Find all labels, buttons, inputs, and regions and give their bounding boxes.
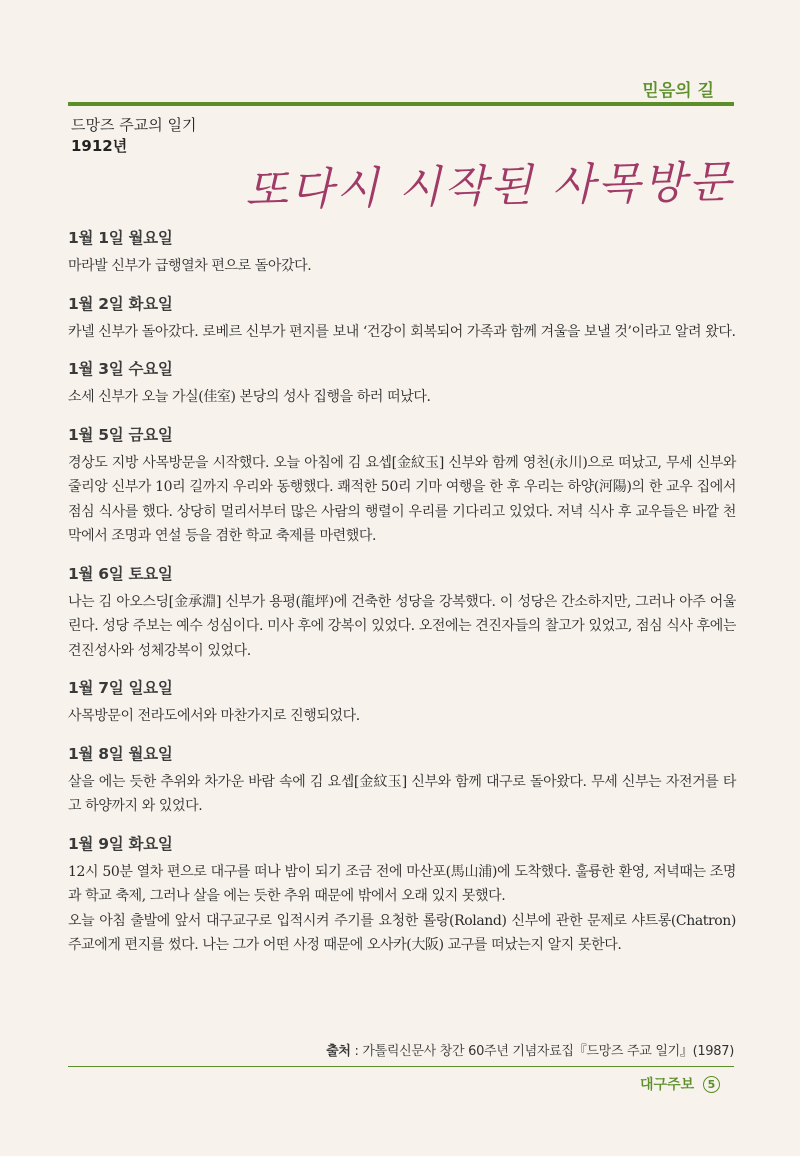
- entry-date: 1월 9일 화요일: [68, 834, 173, 853]
- entry-text: 경상도 지방 사목방문을 시작했다. 오늘 아침에 김 요셉[金紋玉] 신부와 함께 영천(永川)으로 떠났고, 무세 신부와 줄리앙 신부가 10리 길까지 우리와 동행했다. 쾌적한 50리 기마 여행을 한 후 우리는 하양(河陽)의 한 교우 집에서 점심 식사를 했다. 상당히 멀리서부터 많은 사람의 행렬이 우리를 기다리고 있었다. 저녁 식사 후 교우들은 바깥 천막에서 조명과 연설 등을 겸한 학교 축제를 마련했다.: [68, 454, 736, 544]
- diary-entry: [68, 562, 736, 664]
- diary-entry: [68, 357, 736, 410]
- series-header: [71, 115, 196, 157]
- series-year: 1912년: [71, 137, 128, 155]
- entry-date: 1월 6일 토요일: [68, 564, 173, 583]
- entry-text: 12시 50분 열차 편으로 대구를 떠나 밤이 되기 조금 전에 마산포(馬山浦)에 도착했다. 훌륭한 환영, 저녁때는 조명과 학교 축제, 그러나 살을 에는 듯한 추위 때문에 밖에서 오래 있지 못했다.: [68, 863, 736, 904]
- entry-date: 1월 2일 화요일: [68, 294, 173, 313]
- entry-date: 1월 1일 월요일: [68, 229, 173, 247]
- diary-entries: [68, 226, 736, 971]
- entry-text: 소세 신부가 오늘 가실(佳室) 본당의 성사 집행을 하러 떠났다.: [68, 389, 431, 405]
- source-text: : 가톨릭신문사 창간 60주년 기념자료집『드망즈 주교 일기』(1987): [350, 1044, 734, 1059]
- page-number: 5: [703, 1076, 720, 1093]
- entry-text: 카넬 신부가 돌아갔다. 로베르 신부가 편지를 보내 ‘건강이 회복되어 가족과 함께 겨울을 보낼 것’이라고 알려 왔다.: [68, 323, 736, 340]
- diary-entry: [68, 742, 736, 819]
- entry-date: 1월 5일 금요일: [68, 425, 173, 444]
- publication-name: 대구주보: [640, 1077, 695, 1093]
- entry-text: 사목방문이 전라도에서와 마찬가지로 진행되었다.: [68, 708, 360, 724]
- article-headline: 또다시 시작된 사목방문: [244, 156, 735, 217]
- diary-entry: [68, 292, 736, 345]
- diary-entry: [68, 226, 736, 279]
- entry-text-continued: 오늘 아침 출발에 앞서 대구교구로 입적시켜 주기를 요청한 롤랑(Roland) 신부에 관한 문제로 샤트롱(Chatron) 주교에게 편지를 썼다. 나는 그가 어떤 사정 때문에 오사카(大阪) 교구를 떠났는지 알지 못한다.: [68, 912, 736, 953]
- entry-text: 나는 김 아오스딩[金承淵] 신부가 용평(龍坪)에 건축한 성당을 강복했다. 이 성당은 간소하지만, 그러나 아주 어울린다. 성당 주보는 예수 성심이다. 미사 후에 강복이 있었다. 오전에는 견진자들의 찰고가 있었고, 점심 식사 후에는 견진성사와 성체강복이 있었다.: [68, 593, 736, 659]
- bottom-divider: [68, 1066, 734, 1067]
- source-citation: [326, 1040, 734, 1059]
- top-divider: [68, 102, 734, 106]
- section-label: 믿음의 길: [642, 81, 714, 101]
- diary-entry: [68, 676, 736, 729]
- entry-text: 살을 에는 듯한 추위와 차가운 바람 속에 김 요셉[金紋玉] 신부와 함께 대구로 돌아왔다. 무세 신부는 자전거를 타고 하양까지 와 있었다.: [68, 773, 736, 814]
- entry-date: 1월 8일 월요일: [68, 744, 173, 763]
- source-label: 출처: [326, 1044, 351, 1059]
- page-footer: [640, 1074, 720, 1094]
- entry-text: 마라발 신부가 급행열차 편으로 돌아갔다.: [68, 258, 312, 274]
- entry-date: 1월 7일 일요일: [68, 679, 173, 697]
- entry-date: 1월 3일 수요일: [68, 360, 173, 378]
- diary-entry: [68, 832, 736, 958]
- diary-entry: [68, 423, 736, 549]
- series-title: 드망즈 주교의 일기: [71, 116, 197, 134]
